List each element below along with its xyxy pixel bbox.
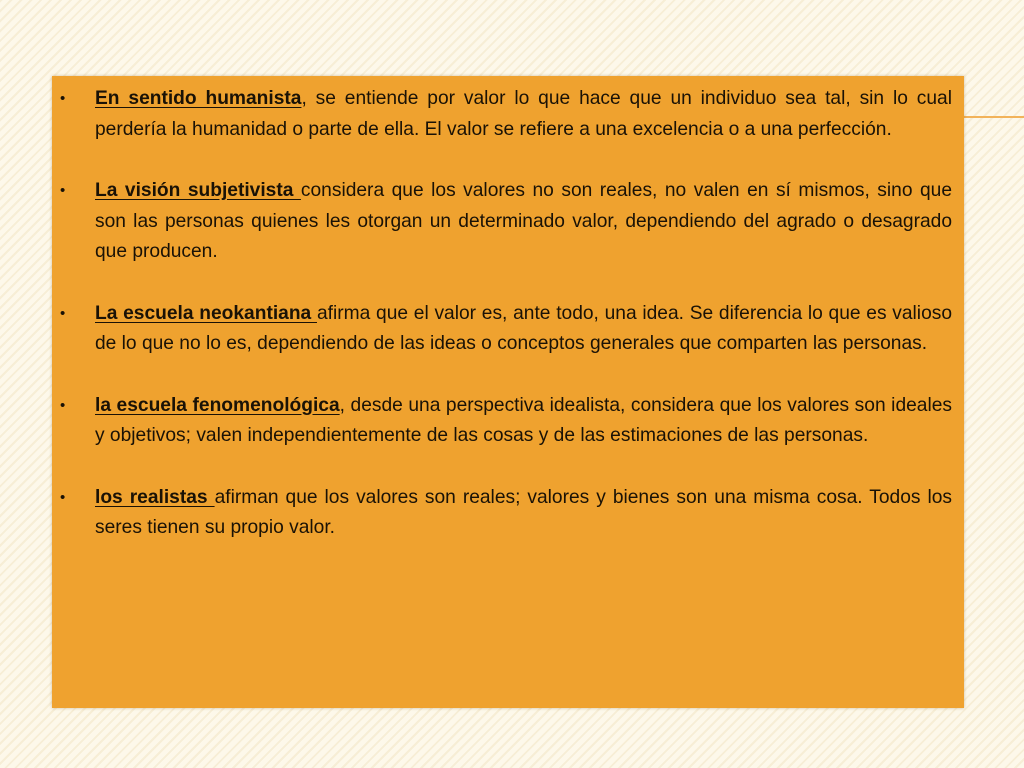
accent-line [964, 116, 1024, 118]
bullet-item-fenomenologica [60, 391, 952, 452]
bullet-text: , desde una perspectiva idealista, considera que los valores son ideales y objetivos; valen independientemente de las cosas y de las estimaciones de las personas. [95, 394, 952, 446]
bullet-text: afirma que el valor es, ante todo, una idea. Se diferencia lo que es valioso de lo que no lo es, dependiendo de las ideas o conceptos generales que comparten las personas. [95, 302, 953, 354]
bullet-item-humanista [60, 84, 952, 145]
bullet-item-neokantiana [60, 299, 953, 360]
content-box [52, 76, 964, 708]
bullet-item-realistas [60, 483, 952, 544]
bullet-item-subjetivista [60, 176, 953, 268]
bullet-text: considera que los valores no son reales, no valen en sí mismos, sino que son las personas quienes les otorgan un determinado valor, dependiendo del agrado o desagrado que producen. [95, 180, 953, 262]
bullet-icon: • [60, 304, 66, 322]
bullet-term: En sentido humanista [95, 88, 302, 109]
bullet-text: , se entiende por valor lo que hace que un individuo sea tal, sin lo cual perdería la humanidad o parte de ella. El valor se refiere a una excelencia o a una perfección. [95, 88, 952, 140]
bullet-term: La visión subjetivista [95, 180, 301, 201]
bullet-term: La escuela neokantiana [95, 302, 317, 324]
bullet-icon: • [60, 488, 66, 506]
bullet-text: afirman que los valores son reales; valores y bienes son una misma cosa. Todos los seres tienen su propio valor. [95, 486, 952, 538]
bullet-term: la escuela fenomenológica [95, 394, 340, 416]
bullet-list [60, 84, 953, 544]
bullet-icon: • [60, 90, 66, 107]
bullet-icon: • [60, 182, 66, 199]
bullet-icon: • [60, 396, 66, 414]
bullet-term: los realistas [95, 486, 215, 508]
